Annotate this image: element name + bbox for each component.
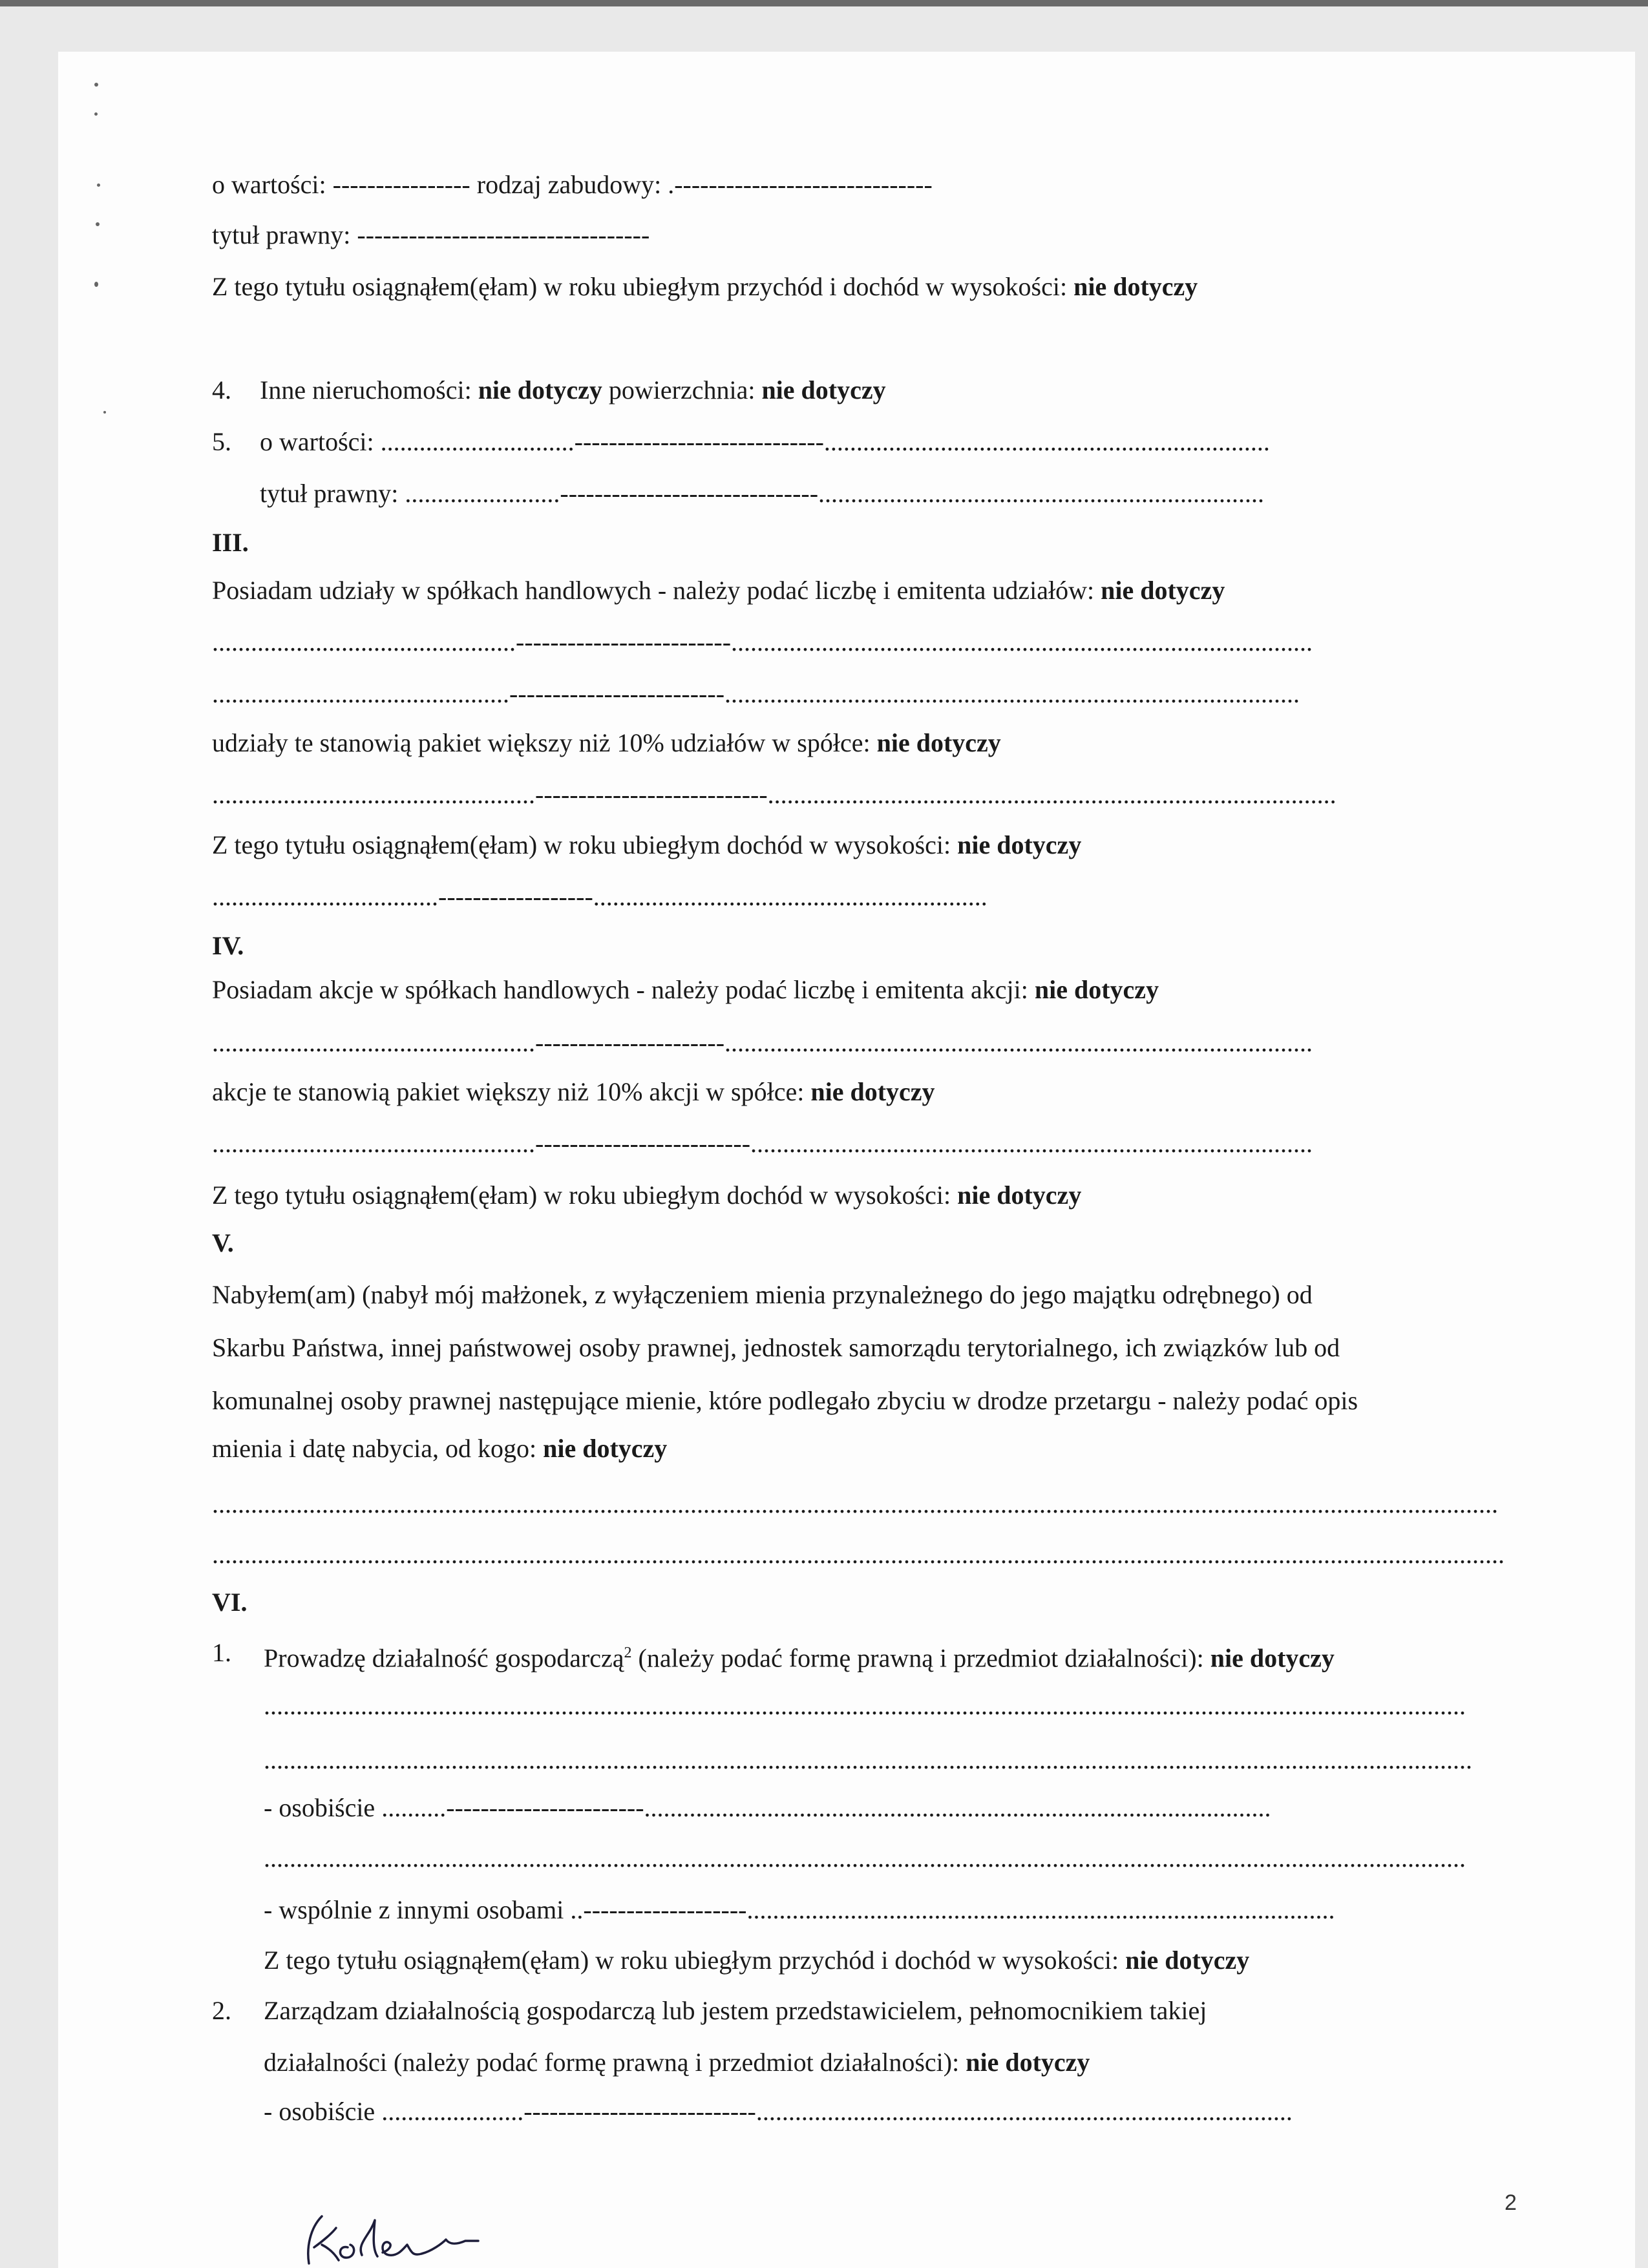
blank-row: ..................................................---------------------------........................................................................................ [212, 780, 1336, 809]
paragraph-line: mienia i datę nabycia, od kogo: [212, 1434, 544, 1463]
answer-value: nie dotyczy [957, 1181, 1082, 1210]
list-number [212, 1637, 231, 1668]
management-label-cont: działalności (należy podać formę prawną i przedmiot działalności): [264, 2048, 966, 2077]
fill-line [212, 1027, 1313, 1058]
text-line [212, 1180, 1081, 1211]
answer-value: nie dotyczy [1125, 1946, 1250, 1975]
fill-line [264, 1895, 1335, 1926]
text-line [212, 728, 1001, 759]
text-line [212, 1332, 1340, 1363]
list-number [212, 426, 231, 457]
text-line [264, 2047, 1090, 2078]
paragraph-line: Skarbu Państwa, innej państwowej osoby prawnej, jednostek samorządu terytorialnego, ich związków lub od [212, 1333, 1340, 1362]
list-number [212, 1995, 231, 2026]
answer-value: nie dotyczy [876, 728, 1001, 757]
text-line [212, 1279, 1313, 1310]
answer-value: nie dotyczy [966, 2048, 1090, 2077]
section-number: III. [212, 528, 249, 557]
fill-line [264, 2096, 1293, 2127]
blank-row: ..................................................-------------------------....................................................................................... [212, 1129, 1313, 1158]
footnote-marker: 2 [624, 1644, 632, 1661]
blank-row: ...............................................-------------------------.......................................................................................... [212, 627, 1313, 656]
answer-value: nie dotyczy [1101, 576, 1225, 605]
section-number: VI. [212, 1588, 248, 1617]
text-line [260, 478, 1264, 509]
answer-value: nie dotyczy [957, 830, 1082, 859]
scan-speck [97, 184, 100, 187]
text-line [212, 169, 933, 200]
paragraph-line: Nabyłem(am) (nabył mój małżonek, z wyłączeniem mienia przynależnego do jego majątku odrębnego) od [212, 1280, 1313, 1309]
text-line [212, 1076, 935, 1108]
income-label: Z tego tytułu osiągnąłem(ęłam) w roku ubiegłym przychód i dochód w wysokości: [264, 1946, 1126, 1975]
section-number: V. [212, 1228, 234, 1257]
fill-line [212, 1128, 1313, 1159]
answer-value: nie dotyczy [810, 1077, 935, 1106]
item-number: 5. [212, 427, 231, 456]
blank-row: ..................................................----------------------........................................................................................... [212, 1028, 1313, 1057]
stocks-percent-label: akcje te stanowią pakiet większy niż 10% akcji w spółce: [212, 1077, 811, 1106]
fill-line [212, 779, 1336, 810]
answer-value: nie dotyczy [543, 1434, 668, 1463]
answer-value: nie dotyczy [478, 375, 602, 404]
text-line [212, 575, 1225, 606]
text-line [264, 1637, 1335, 1674]
handwritten-signature [284, 2202, 498, 2267]
section-heading [212, 1228, 234, 1259]
title-row: tytuł prawny: ........................------------------------------..................................................................... [260, 479, 1265, 508]
blank-row: .......................................................................................................................................................................................... [264, 1843, 1466, 1873]
section-heading [212, 1587, 247, 1618]
management-label: Zarządzam działalnością gospodarczą lub jestem przedstawicielem, pełnomocnikiem takiej [264, 1996, 1207, 2025]
shares-label: Posiadam udziały w spółkach handlowych - należy podać liczbę i emitenta udziałów: [212, 576, 1101, 605]
section-heading [212, 930, 244, 961]
item-number: 1. [212, 1638, 231, 1667]
jointly-row: - wspólnie z innymi osobami ..-------------------........................................................................................... [264, 1895, 1335, 1924]
scan-speck [96, 222, 100, 226]
income-label: Z tego tytułu osiągnąłem(ęłam) w roku ubiegłym dochód w wysokości: [212, 830, 958, 859]
blank-row: ........................................................................................................................................................................................... [264, 1745, 1472, 1774]
shares-percent-label: udziały te stanowią pakiet większy niż 10% udziałów w spółce: [212, 728, 877, 757]
fill-line [264, 1792, 1271, 1823]
scan-speck [94, 282, 98, 287]
scan-speck [94, 112, 98, 116]
text-line [212, 220, 650, 251]
blank-row: ..............................................-------------------------......................................................................................... [212, 679, 1300, 708]
fill-line [212, 1539, 1505, 1570]
fill-line [264, 1843, 1466, 1874]
text-line [212, 830, 1081, 861]
section-number: IV. [212, 931, 244, 960]
answer-value: nie dotyczy [761, 375, 886, 404]
blank-row: ....................................................................................................................................................................................................... [212, 1489, 1498, 1518]
answer-value: nie dotyczy [1034, 975, 1159, 1004]
item-number: 4. [212, 375, 231, 404]
answer-value: nie dotyczy [1210, 1643, 1335, 1673]
blank-row: ........................................................................................................................................................................................................ [212, 1540, 1505, 1569]
text-line [212, 974, 1159, 1005]
area-label: powierzchnia: [602, 375, 762, 404]
fill-line [264, 1745, 1472, 1776]
text-line [260, 426, 1270, 457]
answer-value: nie dotyczy [1073, 272, 1198, 301]
text-line [212, 271, 1198, 302]
text-line [264, 1945, 1249, 1976]
scan-top-edge [0, 0, 1648, 6]
page-number: 2 [1505, 2190, 1517, 2215]
fill-line [212, 881, 988, 912]
stocks-label: Posiadam akcje w spółkach handlowych - należy podać liczbę i emitenta akcji: [212, 975, 1035, 1004]
text-line [264, 1995, 1207, 2026]
income-label: Z tego tytułu osiągnąłem(ęłam) w roku ubiegłym dochód w wysokości: [212, 1181, 958, 1210]
personally-row: - osobiście ......................---------------------------................................................................................... [264, 2097, 1293, 2126]
fill-line [212, 678, 1300, 709]
business-label: Prowadzę działalność gospodarczą [264, 1643, 624, 1673]
text-line [260, 375, 886, 406]
business-label-cont: (należy podać formę prawną i przedmiot działalności): [631, 1643, 1210, 1673]
item-number: 2. [212, 1996, 231, 2025]
text-line [212, 1385, 1358, 1416]
income-label: Z tego tytułu osiągnąłem(ęłam) w roku ubiegłym przychód i dochód w wysokości: [212, 272, 1074, 301]
title-row: tytuł prawny: ---------------------------------- [212, 220, 650, 249]
fill-line [264, 1690, 1466, 1721]
section-heading [212, 527, 249, 558]
paragraph-line: komunalnej osoby prawnej następujące mienie, które podlegało zbyciu w drodze przetargu - należy podać opis [212, 1386, 1358, 1415]
scan-speck [103, 411, 106, 414]
blank-row: .......................................................................................................................................................................................... [264, 1691, 1466, 1720]
value-row: o wartości: ..............................-----------------------------..................................................................... [260, 427, 1270, 456]
property-label: Inne nieruchomości: [260, 375, 478, 404]
fill-line [212, 627, 1313, 658]
list-number [212, 375, 231, 406]
text-line [212, 1433, 667, 1464]
blank-row: ...................................------------------............................................................. [212, 882, 988, 911]
personally-row: - osobiście ..........-----------------------................................................................................................. [264, 1793, 1271, 1822]
value-row: o wartości: ---------------- rodzaj zabudowy: .------------------------------ [212, 170, 933, 199]
scan-speck [94, 83, 98, 87]
fill-line [212, 1489, 1498, 1520]
